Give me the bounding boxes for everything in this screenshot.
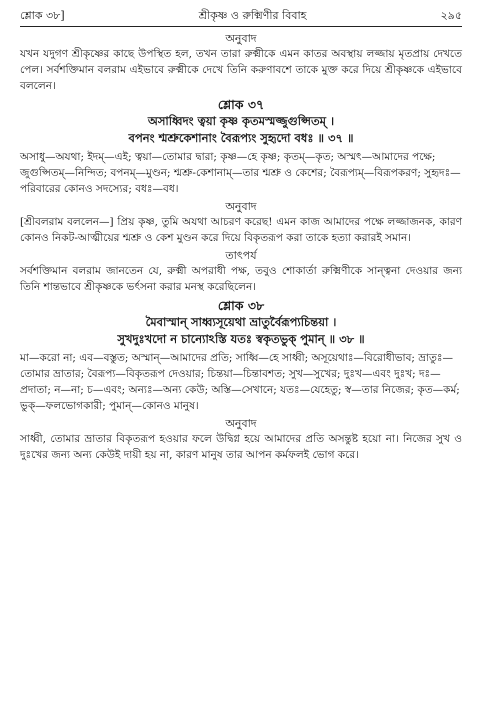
translation-heading: অনুবাদ	[225, 32, 257, 45]
verse-37-translation: [শ্রীবলরাম বললেন—] প্রিয় কৃষ্ণ, তুমি অযথা আচরণ করেছ! এমন কাজ আমাদের পক্ষে লজ্জাজনক, কারণ কোনও নিকট-আত্মীয়ের শ্মশ্রু ও কেশ মুণ্ডন করে দিয়ে বিকৃতরূপ করা তাকে হত্যা করারই সমান।	[20, 216, 462, 244]
verse-38-line-2: সুখদুঃখদো ন চান্যোঽস্তি যতঃ স্বকৃতভুক্ পুমান্ ॥ ৩৮ ॥	[117, 332, 365, 346]
verse-38-translation-heading: অনুবাদ	[225, 417, 257, 430]
translation-text: যখন যদুগণ শ্রীকৃষ্ণের কাছে উপস্থিত হল, তখন তারা রুক্মীকে এমন কাতর অবস্থায় লজ্জায় মৃতপ্রায় দেখতে পেল। সর্বশক্তিমান বলরাম এইভাবে রুক্মীকে দেখে তিনি করুণাবশে তাকে মুক্ত করে দিয়ে শ্রীকৃষ্ণকে এইভাবে বললেন।	[20, 48, 462, 92]
verse-37-line-2: বপনং শ্মশ্রুকেশানাং বৈরূপ্যং সুহৃদো বধঃ ॥ ৩৭ ॥	[128, 131, 354, 145]
verse-38-heading: শ্লোক ৩৮	[217, 298, 265, 313]
verse-37-purport: সর্বশক্তিমান বলরাম জানতেন যে, রুক্মী অপরাধী পক্ষ, তবুও শোকার্তা রুক্মিণীকে সান্ত্বনা দেওয়ার জন্য তিনি শান্তভাবে শ্রীকৃষ্ণকে ভর্ৎসনা করার মনস্থ করেছিলেন।	[20, 265, 462, 293]
verse-37-synonyms: অসাধু—অযথা; ইদম্—এই; ত্বয়া—তোমার দ্বারা; কৃষ্ণ—হে কৃষ্ণ; কৃতম্—কৃত; অস্মৎ—আমাদের পক্ষে; জুগুপ্সিতম্—নিন্দিত; বপনম্—মুণ্ডন; শ্মশ্রু-কেশানাম্—তার শ্মশ্রু ও কেশের; বৈরূপ্যম্—বিরূপকরণ; সুহৃদঃ—পরিবারের কোনও সদস্যের; বধঃ—বধ।	[20, 151, 461, 195]
verse-38-synonyms: মা—করো না; এব—বস্তুত; অস্মান্—আমাদের প্রতি; সাধ্বি—হে সাধ্বী; অসূয়েথাঃ—বিরোধীভাব; ভ্রাতুঃ—তোমার ভ্রাতার; বৈরূপ্য—বিকৃতরূপ দেওয়ার; চিন্তয়া—চিন্তাবশত; সুখ—সুখের; দুঃখ—এবং দুঃখ; দঃ—প্রদাতা; ন—না; চ—এবং; অন্যঃ—অন্য কেউ; অস্তি—সেখানে; যতঃ—যেহেতু; স্ব—তার নিজের; কৃত—কর্ম; ভুক্—ফলভোগকারী; পুমান্—কোনও মানুষ।	[20, 352, 460, 412]
chapter-title: শ্রীকৃষ্ণ ও রুক্মিণীর বিবাহ	[198, 9, 307, 22]
verse-38-line-1: মৈবাস্মান্ সাধ্ব্যসূয়েথা ভ্রাতুর্বৈরূপ্যচিন্তয়া ।	[145, 315, 337, 329]
page-header	[20, 8, 462, 24]
verse-37-line-1: অসাধ্বিদং ত্বয়া কৃষ্ণ কৃতমস্মজ্জুগুপ্সিতম্ ।	[147, 114, 335, 128]
verse-37-heading: শ্লোক ৩৭	[217, 97, 265, 112]
verse-37-purport-heading: তাৎপর্য	[225, 249, 257, 262]
verse-37-translation-heading: অনুবাদ	[225, 200, 257, 213]
header-verse-ref: শ্লোক ৩৮]	[20, 9, 65, 22]
header-rule	[20, 26, 462, 27]
page-number: ২৯৫	[440, 9, 462, 22]
verse-38-translation: সাধ্বী, তোমার ভ্রাতার বিকৃতরূপ হওয়ার ফলে উদ্বিগ্ন হয়ে আমাদের প্রতি অসন্তুষ্ট হয়ো না। নিজের সুখ ও দুঃখের জন্য অন্য কেউই দায়ী হয় না, কারণ মানুষ তার আপন কর্মফলই ভোগ করে।	[20, 433, 462, 461]
